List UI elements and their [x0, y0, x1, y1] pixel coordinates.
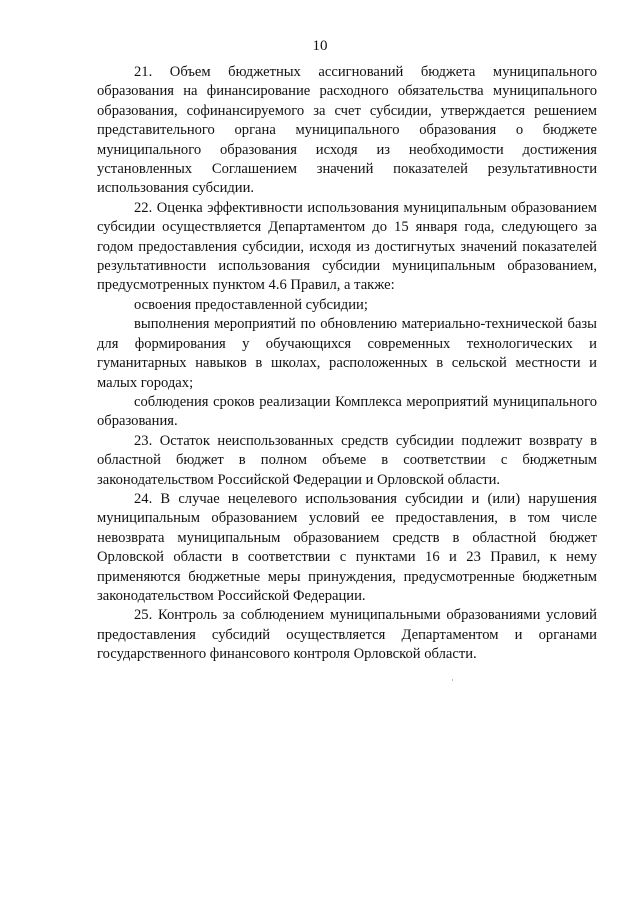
paragraph-23: 23. Остаток неиспользованных средств субсидии подлежит возврату в областной бюджет в полном объеме в соответствии с бюджетным законодательством Российской Федерации и Орловской области. — [97, 432, 597, 488]
list-item-deadlines: соблюдения сроков реализации Комплекса мероприятий муниципального образования. — [97, 393, 597, 430]
list-item-subsidy-use: освоения предоставленной субсидии; — [134, 296, 368, 313]
paragraph-25: 25. Контроль за соблюдением муниципальными образованиями условий предоставления субсидий осуществляется Департаментом и органами государственного финансового контроля Орловской области. — [97, 607, 597, 663]
paragraph-24: 24. В случае нецелевого использования субсидии и (или) нарушения муниципальным образованием условий ее предоставления, в том числе невозврата муниципальным образованием средств в областной бюджет Орловской области в соответствии с пунктами 16 и 23 Правил, к нему применяются бюджетные меры принуждения, предусмотренные бюджетным законодательством Российской Федерации. — [97, 490, 597, 604]
page-number: 10 — [312, 38, 328, 54]
paragraph-22: 22. Оценка эффективности использования муниципальным образованием субсидии осуществляется Департаментом до 15 января года, следующего за годом предоставления субсидии, исходя из достигнутых значений показателей результативности использования субсидии муниципальным образованием, предусмотренных пунктом 4.6 Правил, а также: — [97, 199, 597, 294]
paragraph-21: 21. Объем бюджетных ассигнований бюджета муниципального образования на финансирование расходного обязательства муниципального образования, софинансируемого за счет субсидии, утверждается решением представительного органа муниципального образования о бюджете муниципального образования исходя из необходимости достижения установленных Соглашением значений показателей результативности использования субсидии. — [97, 64, 597, 197]
scan-speck — [452, 679, 453, 681]
list-item-measures: выполнения мероприятий по обновлению материально-технической базы для формирования у обучающихся современных технологических и гуманитарных навыков в школах, расположенных в сельской местности и малых городах; — [97, 316, 597, 391]
document-body — [97, 63, 597, 665]
